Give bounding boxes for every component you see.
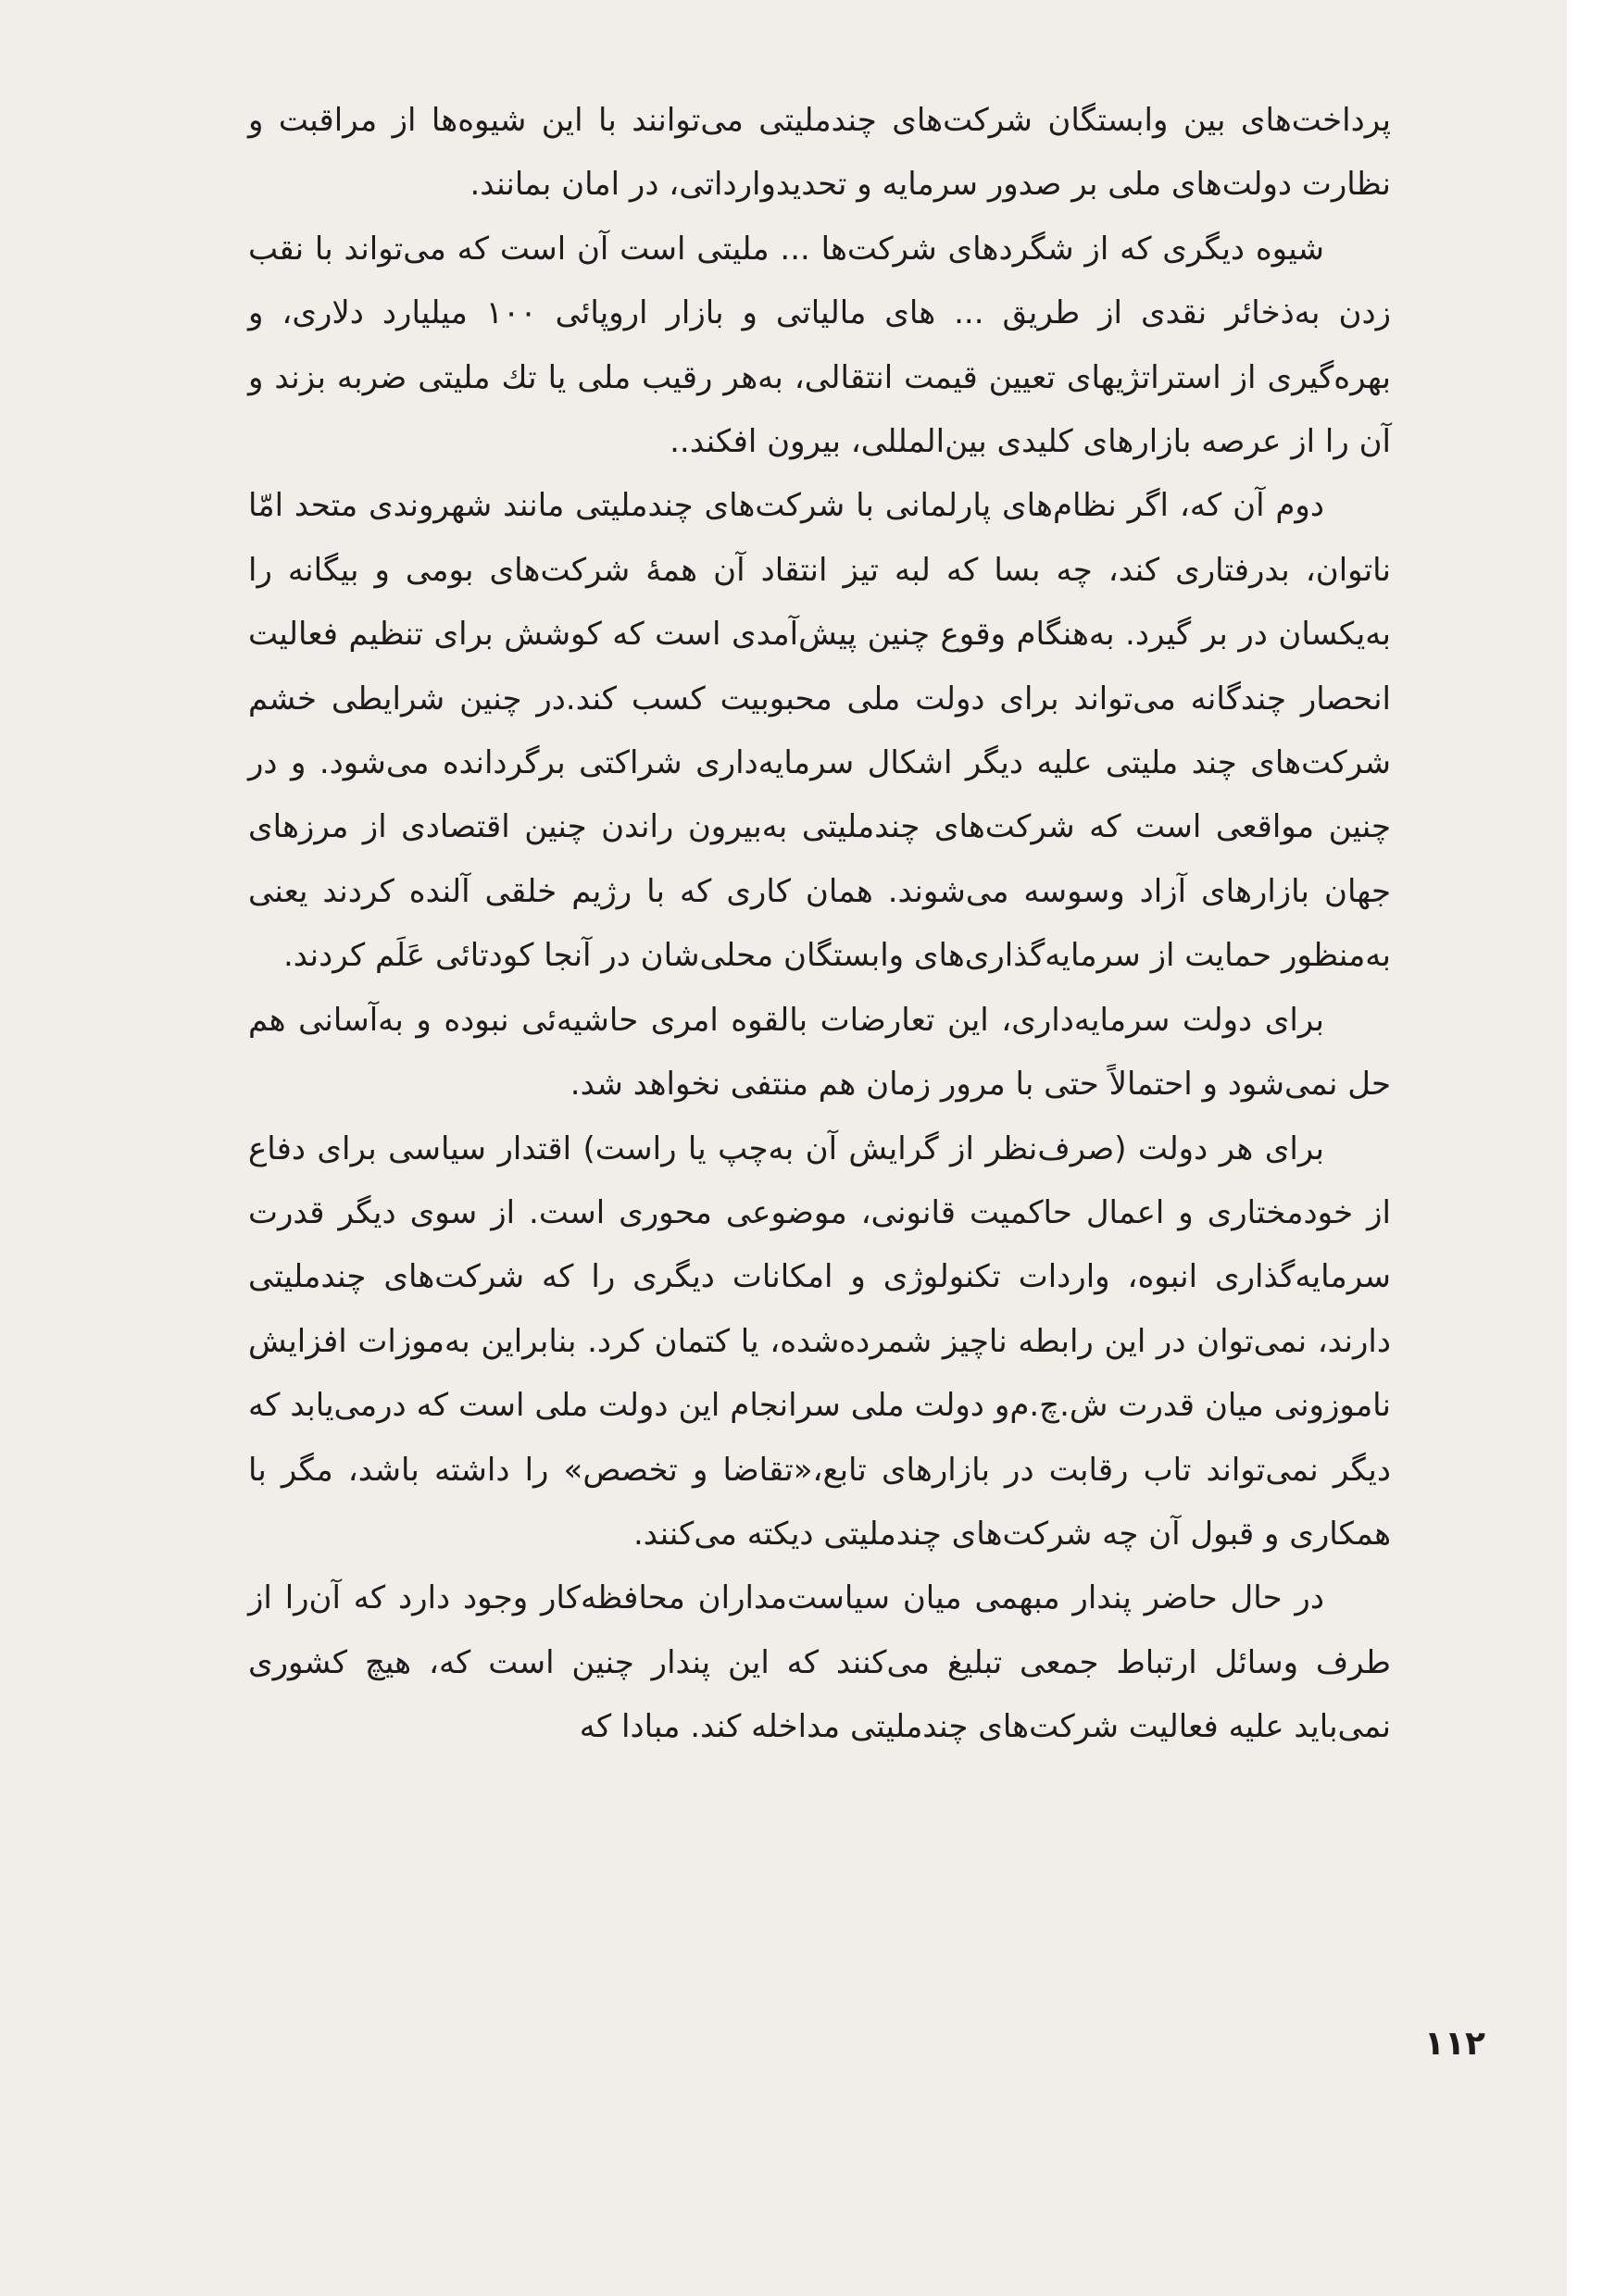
body-text <box>248 89 1391 1760</box>
paragraph-5: برای هر دولت (صرف‌نظر از گرایش آن به‌چپ یا راست) اقتدار سیاسی برای دفاع از خودمختاری و اعمال حاکمیت قانونی، موضوعی محوری است. از سوی دیگر قدرت سرمایه‌گذاری انبوه، واردات تکنولوژی و امکانات دیگری را که شرکت‌های چندملیتی دارند، نمی‌توان در این رابطه ناچیز شمرده‌شده، یا کتمان کرد. بنابراین به‌موزات افزایش ناموزونی میان قدرت ش.چ.م‌و دولت ملی سرانجام این دولت ملی است که درمی‌یابد که دیگر نمی‌تواند تاب رقابت در بازارهای تابع،«تقاضا و تخصص» را داشته باشد، مگر با همکاری و قبول آن چه شرکت‌های چندملیتی دیکته می‌کنند. <box>248 1129 1391 1553</box>
paragraph-2: شیوه دیگری که از شگردهای شرکت‌ها ... ملیتی است آن است که می‌تواند با نقب زدن به‌ذخائر نقدی از طریق ... های مالیاتی و بازار اروپائی ۱۰۰ میلیارد دلاری، و بهره‌گیری از استراتژیهای تعیین قیمت انتقالی، به‌هر رقیب ملی یا تك ملیتی ضربه بزند و آن را از عرصه بازارهای کلیدی بین‌المللی، بیرون افکند.. <box>248 230 1392 461</box>
scan-margin <box>1567 0 1615 2296</box>
page-number: ۱۱۲ <box>1424 2025 1485 2063</box>
paragraph-3: دوم آن که، اگر نظام‌های پارلمانی با شرکت‌های چندملیتی مانند شهروندی متحد امّا ناتوان، بدرفتاری کند، چه بسا که لبه تیز انتقاد آن همهٔ شرکت‌های بومی و بیگانه را به‌یکسان در بر گیرد. به‌هنگام وقوع چنین پیش‌آمدی است که کوشش برای تنظیم فعالیت انحصار چندگانه می‌تواند برای دولت ملی محبوبیت کسب کند.در چنین شرایطی خشم شرکت‌های چند ملیتی علیه دیگر اشکال سرمایه‌داری شراکتی برگردانده می‌شود. و در چنین مواقعی است که شرکت‌های چندملیتی به‌بیرون راندن چنین اقتصادی از مرزهای جهان بازارهای آزاد وسوسه می‌شوند. همان کاری که با رژیم خلقی آلنده کردند یعنی به‌منظور حمایت از سرمایه‌گذاری‌های وابستگان محلی‌شان در آنجا کودتائی عَلَم کردند. <box>248 487 1391 975</box>
paragraph-6: در حال حاضر پندار مبهمی میان سیاست‌مداران محافظه‌کار وجود دارد که آن‌را از طرف وسائل ارتباط جمعی تبلیغ می‌کنند که این پندار چنین است که، هیچ کشوری نمی‌باید علیه فعالیت شرکت‌های چندملیتی مداخله کند. مبادا که <box>248 1579 1391 1746</box>
paragraph-4: برای دولت سرمایه‌داری، این تعارضات بالقوه امری حاشیه‌ئی نبوده و به‌آسانی هم حل نمی‌شود و احتمالاً حتی با مرور زمان هم منتفی نخواهد شد. <box>248 1001 1391 1104</box>
paragraph-1: پرداخت‌های بین وابستگان شرکت‌های چندملیتی می‌توانند با این شیوه‌ها از مراقبت و نظارت دولت‌های ملی بر صدور سرمایه و تحدیدوارداتی، در امان بمانند. <box>248 102 1391 204</box>
